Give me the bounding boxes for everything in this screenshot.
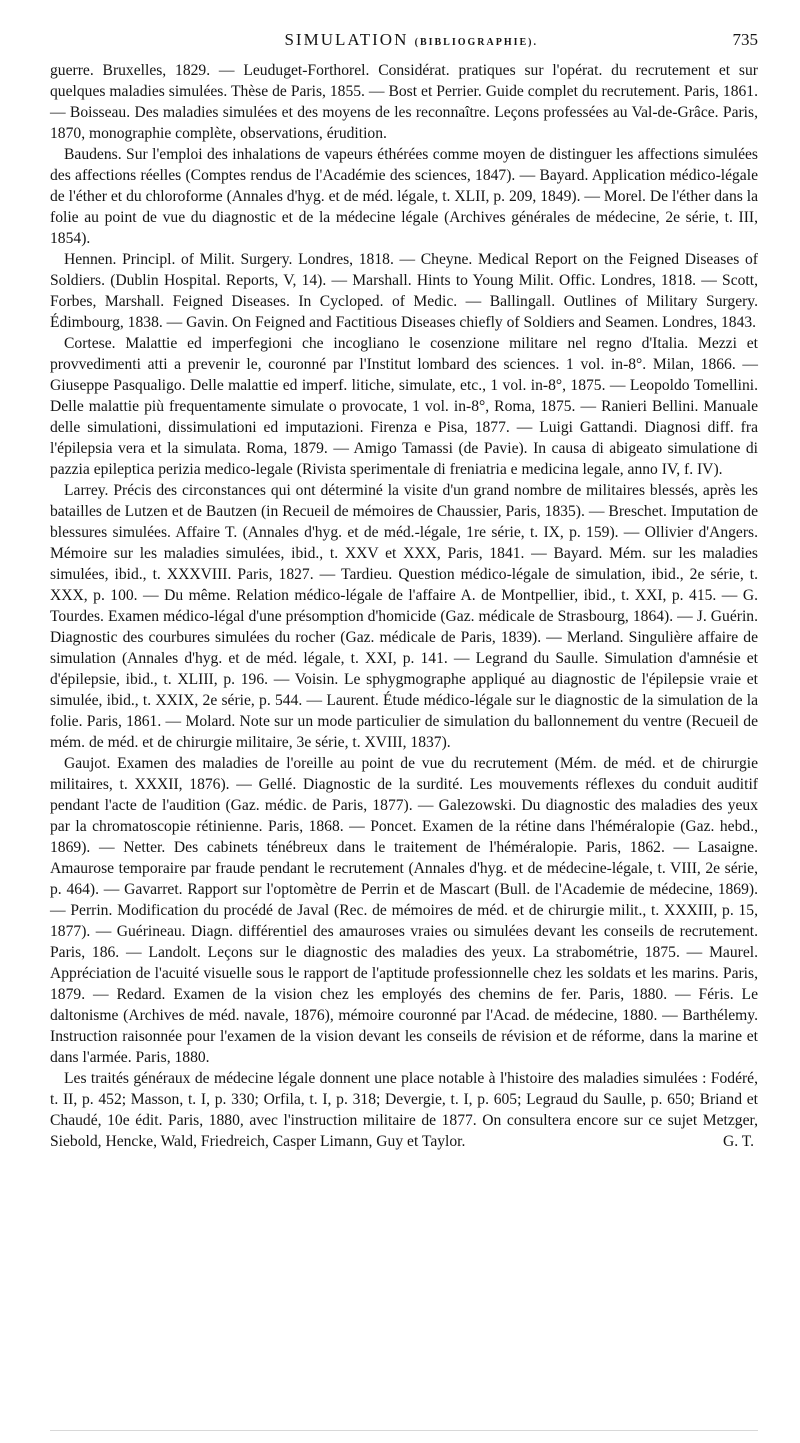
page-number: 735	[732, 30, 758, 49]
bottom-rule	[50, 1430, 758, 1431]
closing-paragraph-text: Les traités généraux de médecine légale donnent une place notable à l'histoire des maladies simulées : Fodéré, t. II, p. 452; Masson, t. I, p. 330; Orfila, t. I, p. 318; Devergie, t. I, p. 605; Legraud du Saulle, p. 650; Briand et Chaudé, 10e édit. Paris, 1880, avec l'instruction militaire de 1877. On consultera encore sur ce sujet Metzger, Siebold, Hencke, Wald, Friedreich, Casper Limann, Guy et Taylor.	[50, 1070, 758, 1150]
bibliography-paragraph: Hennen. Principl. of Milit. Surgery. Londres, 1818. — Cheyne. Medical Report on the Feigned Diseases of Soldiers. (Dublin Hospital. Reports, V, 14). — Marshall. Hints to Young Milit. Offic. Londres, 1818. — Scott, Forbes, Marshall. Feigned Diseases. In Cycloped. of Medic. — Ballingall. Outlines of Military Surgery. Édimbourg, 1838. — Gavin. On Feigned and Factitious Diseases chiefly of Soldiers and Seamen. Londres, 1843.	[50, 251, 758, 331]
bibliography-paragraph: Cortese. Malattie ed imperfegioni che incogliano le cosenzione militare nel regno d'Italia. Mezzi et provvedimenti atti a prevenir le, couronné par l'Institut lombard des sciences. 1 vol. in-8°. Milan, 1866. — Giuseppe Pasqualigo. Delle malattie ed imperf. litiche, simulate, etc., 1 vol. in-8°, 1875. — Leopoldo Tomellini. Delle malattie più frequentamente simulate o provocate, 1 vol. in-8°, Roma, 1875. — Ranieri Bellini. Manuale delle simulationi, dissimulationi ed imputazioni. Firenza e Pisa, 1877. — Luigi Gattandi. Diagnosi diff. fra l'épilepsia vera et la simulata. Roma, 1879. — Amigo Tamassi (de Pavie). In causa di abigeato simulatione di pazzia epileptica perizia medico-legale (Rivista sperimentale di freniatria e medicina legale, anno IV, f. IV).	[50, 335, 758, 478]
running-head	[50, 30, 758, 60]
bibliography-text	[50, 60, 758, 1152]
bibliography-paragraph: Larrey. Précis des circonstances qui ont déterminé la visite d'un grand nombre de militaires blessés, après les batailles de Lutzen et de Bautzen (in Recueil de mémoires de Chaussier, Paris, 1835). — Breschet. Imputation de blessures simulées. Affaire T. (Annales d'hyg. et de méd.-légale, 1re série, t. IX, p. 159). — Ollivier d'Angers. Mémoire sur les maladies simulées, ibid., t. XXV et XXX, Paris, 1841. — Bayard. Mém. sur les maladies simulées, ibid., t. XXXVIII. Paris, 1827. — Tardieu. Question médico-légale de simulation, ibid., 2e série, t. XXX, p. 100. — Du même. Relation médico-légale de l'affaire A. de Montpellier, ibid., t. XXI, p. 415. — G. Tourdes. Examen médico-légal d'une présomption d'homicide (Gaz. médicale de Strasbourg, 1864). — J. Guérin. Diagnostic des courbures simulées du rocher (Gaz. médicale de Paris, 1839). — Merland. Singulière affaire de simulation (Annales d'hyg. et de méd. légale, t. XXI, p. 141. — Legrand du Saulle. Simulation d'amnésie et d'épilepsie, ibid., t. XLIII, p. 196. — Voisin. Le sphygmographe appliqué au diagnostic de l'épilepsie vraie et simulée, ibid., t. XXIX, 2e série, p. 544. — Laurent. Étude médico-légale sur le diagnostic de la simulation de la folie. Paris, 1861. — Molard. Note sur un mode particulier de simulation du ballonnement du ventre (Recueil de mém. de méd. et de chirurgie militaire, 3e série, t. XVIII, 1837).	[50, 482, 758, 751]
running-title	[90, 30, 733, 50]
running-title-subtitle: (BIBLIOGRAPHIE).	[414, 37, 539, 48]
bibliography-paragraph: Baudens. Sur l'emploi des inhalations de vapeurs éthérées comme moyen de distinguer les affections simulées des affections réelles (Comptes rendus de l'Académie des sciences, 1847). — Bayard. Application médico-légale de l'éther et du chloroforme (Annales d'hyg. et de méd. légale, t. XLII, p. 209, 1849). — Morel. De l'éther dans la folie au point de vue du diagnostic et de la médecine légale (Archives générales de médecine, 2e série, t. III, 1854).	[50, 146, 758, 247]
running-title-main: SIMULATION	[284, 30, 409, 49]
author-signature: G. T.	[722, 1133, 754, 1150]
bibliography-paragraph: guerre. Bruxelles, 1829. — Leuduget-Forthorel. Considérat. pratiques sur l'opérat. du recrutement et sur quelques maladies simulées. Thèse de Paris, 1855. — Bost et Perrier. Guide complet du recrutement. Paris, 1861. — Boisseau. Des maladies simulées et des moyens de les reconnaître. Leçons professées au Val-de-Grâce. Paris, 1870, monographie complète, observations, érudition.	[50, 62, 758, 142]
bibliography-paragraph: Gaujot. Examen des maladies de l'oreille au point de vue du recrutement (Mém. de méd. et de chirurgie militaires, t. XXXII, 1876). — Gellé. Diagnostic de la surdité. Les mouvements réflexes du conduit auditif pendant l'acte de l'audition (Gaz. médic. de Paris, 1877). — Galezowski. Du diagnostic des maladies des yeux par la chromatoscopie rétinienne. Paris, 1868. — Poncet. Examen de la rétine dans l'héméralopie (Gaz. hebd., 1869). — Netter. Des cabinets ténébreux dans le traitement de l'héméralopie. Paris, 1862. — Lasaigne. Amaurose temporaire par fraude pendant le recrutement (Annales d'hyg. et de médecine-légale, t. VIII, 2e série, p. 464). — Gavarret. Rapport sur l'optomètre de Perrin et de Mascart (Bull. de l'Academie de médecine, 1869). — Perrin. Modification du procédé de Javal (Rec. de mémoires de méd. et de chirurgie milit., t. XXXIII, p. 15, 1877). — Guérineau. Diagn. différentiel des amauroses vraies ou simulées devant les conseils de recrutement. Paris, 186. — Landolt. Leçons sur le diagnostic des maladies des yeux. La strabométrie, 1875. — Maurel. Appréciation de l'acuité visuelle sous le rapport de l'aptitude professionnelle chez les soldats et les marins. Paris, 1879. — Redard. Examen de la vision chez les employés des chemins de fer. Paris, 1880. — Féris. Le daltonisme (Archives de méd. navale, 1876), mémoire couronné par l'Acad. de médecine, 1880. — Barthélemy. Instruction raisonnée pour l'examen de la vision devant les conseils de révision et de réforme, dans la marine et dans l'armée. Paris, 1880.	[50, 755, 758, 1066]
closing-paragraph	[50, 1068, 758, 1152]
